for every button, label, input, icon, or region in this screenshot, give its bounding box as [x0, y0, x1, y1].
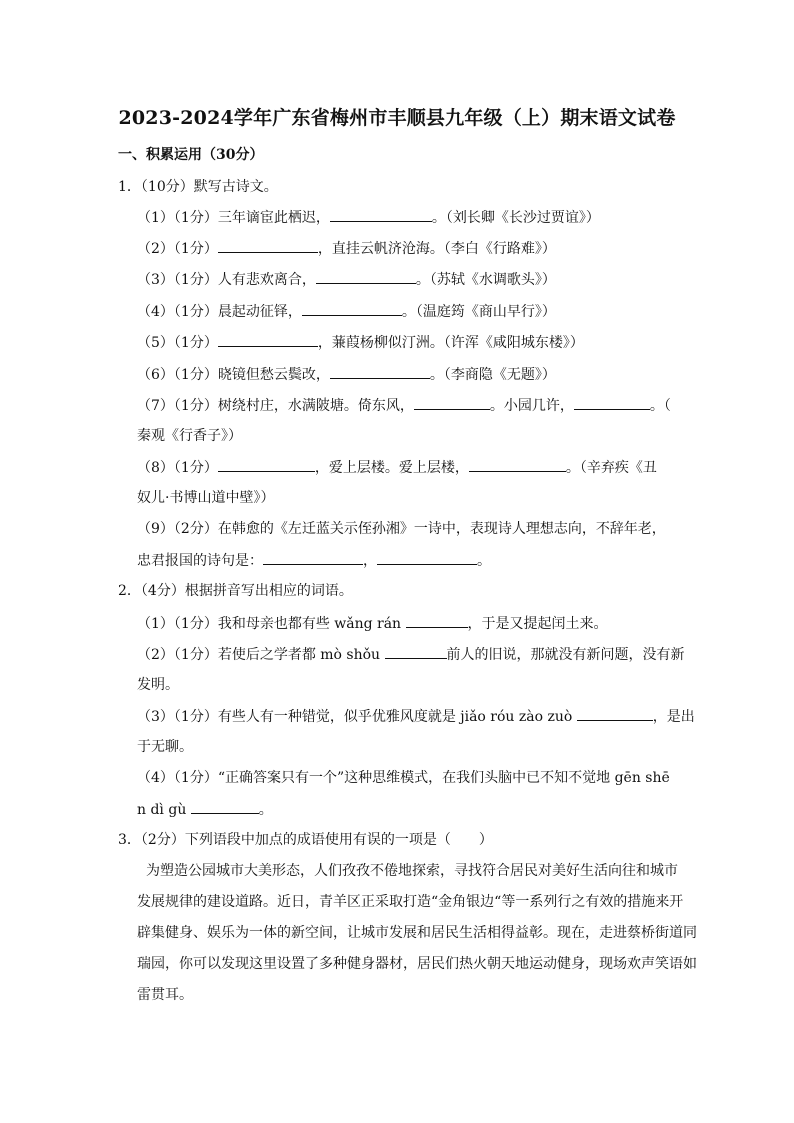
answer-blank[interactable]: [406, 614, 468, 628]
question-1-item-2: （2）（1分） ，直挂云帆济沧海。（李白《行路难》）: [137, 241, 556, 257]
answer-blank[interactable]: [414, 396, 490, 410]
answer-blank[interactable]: [574, 396, 650, 410]
question-2-stem: 2．（4分）根据拼音写出相应的词语。: [118, 583, 353, 599]
answer-blank[interactable]: [577, 707, 653, 721]
answer-blank[interactable]: [330, 208, 432, 222]
passage-line: 发展规律的建设道路。近日，青羊区正采取打造“金角银边“等一系列行之有效的措施来开: [137, 894, 684, 910]
answer-blank[interactable]: [191, 800, 259, 814]
question-1-item-3: （3）（1分）人有悲欢离合， 。（苏轼《水调歌头》）: [137, 272, 556, 288]
question-1-item-8: （8）（1分） ，爱上层楼。爱上层楼， 。（辛弃疾《丑: [137, 460, 657, 476]
passage-line: 为塑造公园城市大美形态，人们孜孜不倦地探索，寻找符合居民对美好生活向往和城市: [146, 863, 678, 879]
question-1-stem: 1．（10分）默写古诗文。: [118, 179, 278, 195]
answer-blank[interactable]: [302, 302, 402, 316]
answer-blank[interactable]: [330, 365, 430, 379]
answer-blank[interactable]: [316, 270, 416, 284]
passage-line: 瑞园，你可以发现这里设置了多种健身器材，居民们热火朝天地运动健身，现场欢声笑语如: [137, 956, 697, 972]
question-1-item-7: （7）（1分）树绕村庄，水满陂塘。倚东风， 。小园几许， 。（: [137, 398, 671, 414]
question-2-item-4-cont: n dì gù 。: [137, 802, 273, 818]
section-heading: 一、积累运用（30分）: [118, 147, 264, 163]
answer-blank[interactable]: [469, 458, 566, 472]
answer-blank[interactable]: [385, 645, 447, 659]
question-1-item-9: （9）（2分）在韩愈的《左迁蓝关示侄孙湘》一诗中，表现诗人理想志向，不辞年老，: [137, 521, 666, 537]
question-1-item-8-cont: 奴儿·书博山道中壁》）: [137, 490, 275, 506]
question-1-item-4: （4）（1分）晨起动征铎， 。（温庭筠《商山早行》）: [137, 304, 556, 320]
page-title: 2023-2024学年广东省梅州市丰顺县九年级（上）期末语文试卷: [118, 107, 676, 129]
answer-blank[interactable]: [218, 239, 318, 253]
question-1-item-9-cont: 忠君报国的诗句是： ， 。: [137, 553, 491, 569]
question-2-item-2: （2）（1分）若使后之学者都 mò shǒu 前人的旧说，那就没有新问题，没有新: [137, 647, 685, 663]
question-2-item-4: （4）（1分）“正确答案只有一个”这种思维模式，在我们头脑中已不知不觉地 gēn shē: [137, 770, 670, 786]
question-1-item-6: （6）（1分）晓镜但愁云鬓改， 。（李商隐《无题》）: [137, 367, 556, 383]
question-2-item-2-cont: 发明。: [137, 677, 179, 693]
question-2-item-3: （3）（1分）有些人有一种错觉，似乎优雅风度就是 jiǎo róu zào zuò ，是出: [137, 709, 695, 725]
question-1-item-7-cont: 秦观《行香子》）: [137, 428, 242, 444]
passage-line: 辟集健身、娱乐为一体的新空间，让城市发展和居民生活相得益彰。现在，走进蔡桥街道同: [137, 925, 697, 941]
passage-line: 雷贯耳。: [137, 987, 193, 1003]
question-2-item-3-cont: 于无聊。: [137, 739, 193, 755]
question-3-stem: 3．（2分）下列语段中加点的成语使用有误的一项是（ ）: [118, 832, 493, 848]
question-1-item-5: （5）（1分） ，蒹葭杨柳似汀洲。（许浑《咸阳城东楼》）: [137, 335, 584, 351]
question-1-item-1: （1）（1分）三年谪宦此栖迟， 。（刘长卿《长沙过贾谊》）: [137, 210, 600, 226]
answer-blank[interactable]: [377, 551, 477, 565]
answer-blank[interactable]: [218, 333, 318, 347]
answer-blank[interactable]: [218, 458, 315, 472]
answer-blank[interactable]: [263, 551, 363, 565]
question-2-item-1: （1）（1分）我和母亲也都有些 wǎng rán ，于是又提起闰土来。: [137, 616, 608, 632]
